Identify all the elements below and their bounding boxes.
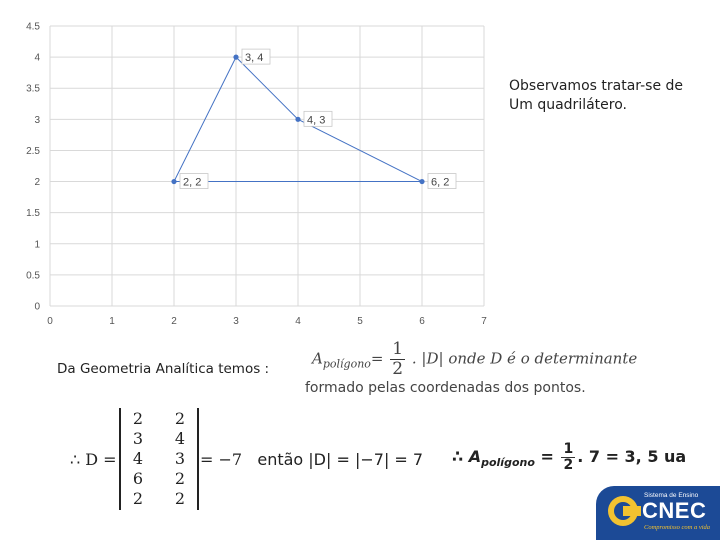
- data-point: [295, 117, 300, 122]
- x-tick-label: 0: [47, 316, 53, 327]
- observation-line-1: Observamos tratar-se de: [509, 78, 684, 94]
- area-formula: [312, 340, 637, 379]
- matrix-cell: 2: [132, 489, 144, 508]
- formula-den: 2: [392, 359, 404, 379]
- area-lhs: A: [468, 447, 482, 466]
- matrix-cell: 2: [174, 469, 186, 488]
- observation-line-2: Um quadrilátero.: [509, 97, 627, 113]
- y-tick-label: 4: [34, 52, 40, 64]
- matrix-cell: 2: [132, 409, 144, 428]
- matrix-cell: 4: [174, 429, 186, 448]
- y-tick-label: 2.5: [26, 145, 40, 157]
- area-prefix: ∴: [452, 447, 464, 466]
- logo-subtitle: Sistema de Ensino: [644, 492, 699, 499]
- y-tick-label: 1: [34, 239, 40, 251]
- area-result: [452, 442, 686, 473]
- formula-rhs: . |D| onde D é o determinante: [411, 349, 638, 368]
- y-tick-label: 3: [34, 114, 40, 126]
- formula-num: 1: [392, 339, 404, 359]
- matrix-cell: 2: [174, 489, 186, 508]
- determinant-abs: então |D| = |−7| = 7: [257, 450, 424, 469]
- data-point: [171, 179, 176, 184]
- area-den: 2: [563, 457, 574, 473]
- chart-grid: [50, 26, 484, 306]
- y-tick-label: 3.5: [26, 83, 40, 95]
- y-tick-label: 1.5: [26, 208, 40, 220]
- analytic-geometry-intro: Da Geometria Analítica temos :: [57, 361, 270, 377]
- data-point: [419, 179, 424, 184]
- formula-explanation: formado pelas coordenadas dos pontos.: [305, 380, 586, 396]
- formula-fraction: [390, 340, 405, 379]
- x-tick-label: 3: [233, 316, 239, 327]
- determinant-value: = −7: [200, 450, 243, 469]
- x-tick-label: 2: [171, 316, 177, 327]
- x-tick-label: 7: [481, 316, 487, 327]
- matrix-cell: 3: [174, 449, 186, 468]
- determinant-result: [200, 450, 423, 469]
- formula-eq: =: [370, 349, 384, 368]
- logo-tagline: Compromisso com a vida: [644, 524, 711, 531]
- data-label: 6, 2: [431, 176, 450, 189]
- y-tick-label: 0.5: [26, 270, 40, 282]
- x-tick-label: 5: [357, 316, 363, 327]
- chart-point-labels: [180, 49, 456, 188]
- area-rest: . 7 = 3, 5 ua: [577, 447, 687, 466]
- chart-ticks: [26, 22, 487, 328]
- formula-lhs-sub: polígono: [322, 357, 371, 371]
- area-lhs-sub: polígono: [481, 456, 535, 470]
- formula-lhs: A: [312, 349, 323, 368]
- x-tick-label: 1: [109, 316, 115, 327]
- data-label: 3, 4: [245, 52, 264, 65]
- determinant-prefix: ∴ D =: [70, 450, 117, 469]
- area-eq: =: [540, 447, 554, 466]
- cnec-logo-icon: [608, 496, 638, 526]
- x-tick-label: 4: [295, 316, 301, 327]
- data-point: [233, 55, 238, 60]
- matrix-cell: 3: [132, 429, 144, 448]
- y-tick-label: 4.5: [26, 21, 40, 33]
- data-label: 4, 3: [307, 114, 326, 127]
- x-tick-label: 6: [419, 316, 425, 327]
- area-num: 1: [563, 441, 574, 457]
- determinant-matrix: [119, 408, 199, 510]
- matrix-cell: 4: [132, 449, 144, 468]
- matrix-cell: 2: [174, 409, 186, 428]
- y-tick-label: 2: [34, 177, 40, 189]
- cnec-logo: [596, 486, 720, 540]
- observation-note: [509, 77, 709, 115]
- data-label: 2, 2: [183, 176, 202, 189]
- matrix-cell: 6: [132, 469, 144, 488]
- logo-name: CNEC: [642, 498, 707, 523]
- area-fraction: [561, 442, 575, 473]
- y-tick-label: 0: [34, 301, 40, 313]
